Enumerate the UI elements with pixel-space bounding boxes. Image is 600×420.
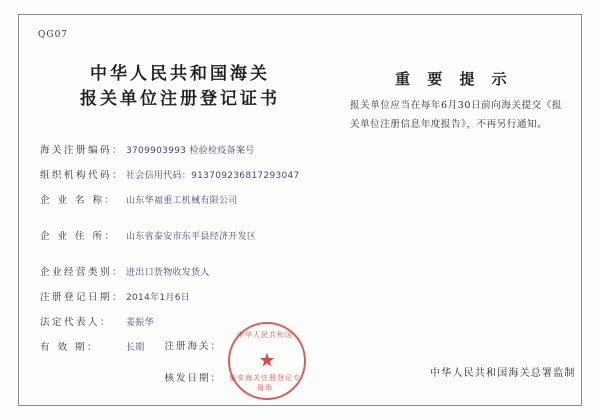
field-value: 3709903993 检验检疫备案号: [126, 146, 255, 156]
notice-heading: 重 要 提 示: [395, 70, 513, 88]
field-label: 海关注册编码：: [40, 145, 125, 156]
field-value: 2014年1月6日: [126, 293, 191, 303]
signature-label: 核发日期：: [164, 373, 222, 384]
field-label: 有 效 期：: [40, 342, 100, 353]
field-value: 山东省泰安市东平县经济开发区: [126, 232, 257, 242]
star-icon: ★: [258, 349, 276, 372]
field-label: 法定代表人：: [40, 317, 113, 328]
signature-label: 注册海关：: [164, 341, 222, 352]
field-value: 进出口货物收发货人: [126, 268, 210, 278]
title-line-1: 中华人民共和国海关: [90, 64, 270, 84]
issuer-line: 中华人民共和国海关总署监制: [430, 368, 576, 379]
field-label: 组织机构代码：: [40, 170, 125, 181]
title-line-2: 报关单位注册登记证书: [80, 89, 280, 109]
official-seal: [228, 322, 306, 400]
field-value: 长期: [126, 343, 145, 353]
field-label: 企业经营类别：: [40, 267, 125, 278]
field-label: 注册登记日期：: [40, 292, 125, 303]
certificate-title: [40, 62, 320, 112]
field-value: 姜振华: [126, 318, 154, 328]
seal-text-bottom: 泰安海关注册登记专用章: [229, 374, 301, 392]
seal-text-top: 中华人民共和国: [237, 331, 293, 339]
field-label: 企 业 住 所：: [40, 231, 117, 242]
field-row: [40, 264, 340, 278]
field-row: [40, 228, 340, 242]
field-row: [40, 142, 340, 156]
field-row: [40, 192, 340, 206]
field-row: [40, 167, 340, 181]
field-value: 社会信用代码：913709236817293047: [126, 171, 300, 181]
field-value: 山东华福重工机械有限公司: [126, 196, 238, 206]
document-code: QG07: [38, 30, 69, 40]
notice-body: 报关单位应当在每年6月30日前向海关提交《报关单位注册信息年度报告》，不再另行通知。: [350, 100, 562, 130]
field-row: [40, 289, 340, 303]
field-label: 企 业 名 称：: [40, 195, 117, 206]
